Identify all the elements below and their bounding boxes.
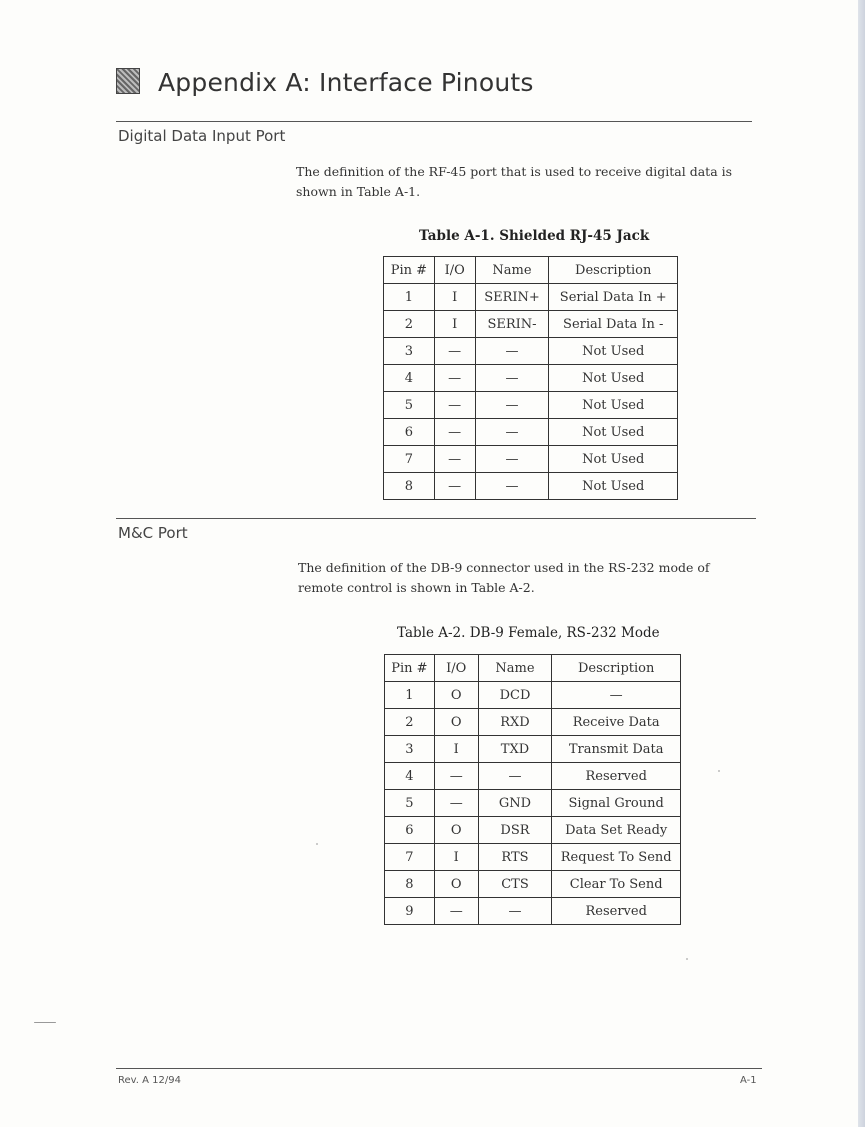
- table-row: [385, 871, 681, 898]
- table-cell: Transmit Data: [552, 736, 681, 763]
- table-cell: 9: [385, 898, 435, 925]
- table-cell: —: [434, 419, 475, 446]
- table-cell: —: [552, 682, 681, 709]
- table-cell: 4: [385, 763, 435, 790]
- table-row: [384, 311, 678, 338]
- table-cell: Not Used: [549, 473, 678, 500]
- table-row: [384, 392, 678, 419]
- table-cell: Not Used: [549, 365, 678, 392]
- table-cell: Data Set Ready: [552, 817, 681, 844]
- table-cell: 6: [385, 817, 435, 844]
- table-row: [385, 736, 681, 763]
- table-cell: Request To Send: [552, 844, 681, 871]
- table-cell: Not Used: [549, 419, 678, 446]
- scan-mark: [34, 1022, 56, 1023]
- table-row: [385, 790, 681, 817]
- table-caption-a1: Table A-1. Shielded RJ-45 Jack: [419, 228, 650, 244]
- table-cell: 3: [385, 736, 435, 763]
- table-cell: 2: [384, 311, 435, 338]
- scan-speck: [316, 843, 318, 845]
- table-cell: —: [434, 365, 475, 392]
- table-cell: —: [475, 419, 549, 446]
- table-cell: —: [475, 392, 549, 419]
- section-paragraph-mc-port: The definition of the DB-9 connector used in the RS-232 mode of remote control is shown in Table A-2.: [298, 560, 710, 595]
- table-cell: RTS: [478, 844, 552, 871]
- table-cell: Serial Data In +: [549, 284, 678, 311]
- column-header: Description: [549, 257, 678, 284]
- column-header: Pin #: [384, 257, 435, 284]
- section-heading-digital-data: Digital Data Input Port: [118, 127, 286, 145]
- table-header-row: [384, 257, 678, 284]
- appendix-icon: [116, 68, 140, 94]
- table-row: [385, 763, 681, 790]
- table-cell: DCD: [478, 682, 552, 709]
- table-row: [384, 338, 678, 365]
- column-header: I/O: [434, 655, 478, 682]
- table-cell: SERIN+: [475, 284, 549, 311]
- table-row: [385, 709, 681, 736]
- table-cell: 6: [384, 419, 435, 446]
- table-cell: Not Used: [549, 392, 678, 419]
- table-row: [384, 284, 678, 311]
- table-cell: —: [478, 763, 552, 790]
- table-cell: O: [434, 871, 478, 898]
- table-cell: GND: [478, 790, 552, 817]
- page-edge: [858, 0, 865, 1127]
- column-header: Pin #: [385, 655, 435, 682]
- table-cell: I: [434, 844, 478, 871]
- column-header: I/O: [434, 257, 475, 284]
- column-header: Description: [552, 655, 681, 682]
- table-row: [385, 844, 681, 871]
- table-cell: —: [475, 338, 549, 365]
- table-cell: —: [434, 898, 478, 925]
- section-rule: [116, 518, 756, 519]
- table-header-row: [385, 655, 681, 682]
- table-cell: CTS: [478, 871, 552, 898]
- table-row: [385, 817, 681, 844]
- table-cell: 5: [385, 790, 435, 817]
- table-cell: —: [478, 898, 552, 925]
- table-cell: —: [434, 763, 478, 790]
- table-cell: SERIN-: [475, 311, 549, 338]
- table-cell: —: [434, 392, 475, 419]
- table-cell: Serial Data In -: [549, 311, 678, 338]
- table-row: [384, 365, 678, 392]
- column-header: Name: [478, 655, 552, 682]
- table-cell: 5: [384, 392, 435, 419]
- scan-speck: [718, 770, 720, 772]
- table-caption-a2: Table A-2. DB-9 Female, RS-232 Mode: [397, 625, 660, 641]
- table-cell: Signal Ground: [552, 790, 681, 817]
- table-cell: Not Used: [549, 338, 678, 365]
- table-cell: TXD: [478, 736, 552, 763]
- table-cell: 1: [385, 682, 435, 709]
- section-paragraph-digital-data: The definition of the RF-45 port that is used to receive digital data is shown in Table A-1.: [296, 164, 733, 199]
- page-title: Appendix A: Interface Pinouts: [158, 68, 534, 97]
- pinout-table-a1: [383, 256, 678, 500]
- table-cell: Clear To Send: [552, 871, 681, 898]
- table-cell: 7: [384, 446, 435, 473]
- table-cell: O: [434, 682, 478, 709]
- table-cell: DSR: [478, 817, 552, 844]
- table-cell: —: [434, 446, 475, 473]
- table-cell: —: [475, 446, 549, 473]
- table-cell: 3: [384, 338, 435, 365]
- column-header: Name: [475, 257, 549, 284]
- table-cell: Not Used: [549, 446, 678, 473]
- table-cell: 4: [384, 365, 435, 392]
- table-row: [384, 473, 678, 500]
- table-cell: —: [475, 473, 549, 500]
- table-cell: O: [434, 817, 478, 844]
- footer-revision: Rev. A 12/94: [118, 1075, 181, 1086]
- section-heading-mc-port: M&C Port: [118, 524, 188, 542]
- table-cell: —: [475, 365, 549, 392]
- footer-page-number: A-1: [740, 1075, 757, 1086]
- table-cell: O: [434, 709, 478, 736]
- header-rule: [116, 121, 752, 122]
- table-cell: I: [434, 736, 478, 763]
- table-row: [385, 682, 681, 709]
- table-cell: I: [434, 284, 475, 311]
- footer-rule: [116, 1068, 762, 1069]
- table-cell: —: [434, 473, 475, 500]
- table-row: [384, 419, 678, 446]
- pinout-table-a2: [384, 654, 681, 925]
- table-cell: —: [434, 338, 475, 365]
- table-row: [384, 446, 678, 473]
- table-cell: 8: [385, 871, 435, 898]
- table-cell: Reserved: [552, 763, 681, 790]
- table-cell: RXD: [478, 709, 552, 736]
- table-row: [385, 898, 681, 925]
- table-cell: 7: [385, 844, 435, 871]
- table-cell: 1: [384, 284, 435, 311]
- table-cell: Receive Data: [552, 709, 681, 736]
- table-cell: I: [434, 311, 475, 338]
- table-cell: 2: [385, 709, 435, 736]
- scan-speck: [686, 958, 688, 960]
- table-cell: —: [434, 790, 478, 817]
- table-cell: Reserved: [552, 898, 681, 925]
- table-cell: 8: [384, 473, 435, 500]
